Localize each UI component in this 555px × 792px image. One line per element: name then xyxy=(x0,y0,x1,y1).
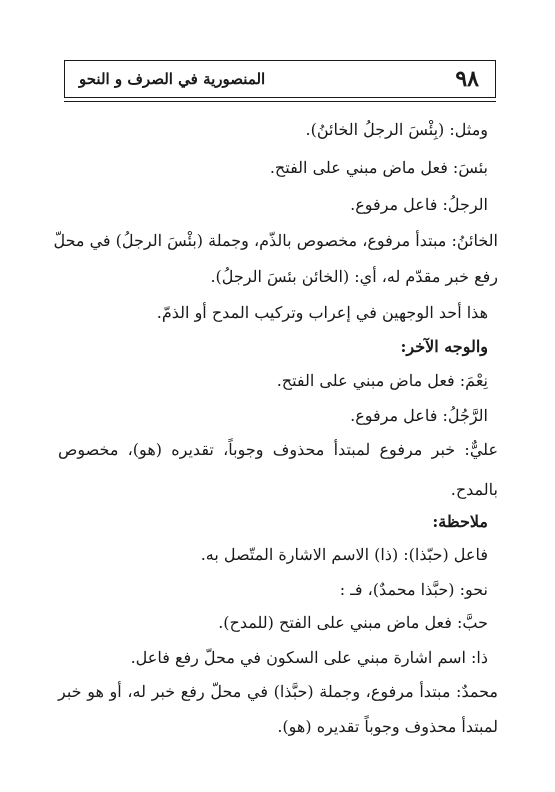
text-line: هذا أحد الوجهين في إعراب وتركيب المدح أو الذمّ. xyxy=(156,303,488,322)
text-line: محمدٌ: مبتدأ مرفوع، وجملة (حبَّذا) في محلّ رفع خبر له، أو هو خبر xyxy=(58,682,498,701)
text-line: بالمدح. xyxy=(450,480,498,499)
text-line: الرَّجُلُ: فاعل مرفوع. xyxy=(350,406,488,425)
text-line: نِعْمَ: فعل ماض مبني على الفتح. xyxy=(276,371,488,390)
page-number: ٩٨ xyxy=(455,66,479,92)
text-line: ومثل: (بِئْسَ الرجلُ الخائنُ). xyxy=(305,120,488,139)
text-line: بئسَ: فعل ماض مبني على الفتح. xyxy=(269,158,488,177)
text-line: رفع خبر مقدّم له، أي: (الخائن بئسَ الرجلُ). xyxy=(210,267,498,286)
section-heading: والوجه الآخر: xyxy=(400,337,488,356)
running-title: المنصورية في الصرف و النحو xyxy=(79,70,266,88)
header-rule xyxy=(64,101,496,102)
text-line: ذا: اسم اشارة مبني على السكون في محلّ رفع فاعل. xyxy=(130,648,488,667)
text-line: لمبتدأ محذوف وجوباً تقديره (هو). xyxy=(277,717,498,736)
text-line: نحو: (حبَّذا محمدٌ)، فـ : xyxy=(339,580,488,599)
text-line: فاعل (حبّذا): (ذا) الاسم الاشارة المتّصل به. xyxy=(200,545,488,564)
text-line: عليٌّ: خبر مرفوع لمبتدأ محذوف وجوباً، تقديره (هو)، مخصوص xyxy=(58,440,498,459)
note-heading: ملاحظة: xyxy=(432,512,488,531)
text-line: الرجلُ: فاعل مرفوع. xyxy=(350,195,488,214)
text-line: حبَّ: فعل ماض مبني على الفتح (للمدح). xyxy=(218,613,488,632)
page-header xyxy=(64,60,496,98)
text-line: الخائنُ: مبتدأ مرفوع، مخصوص بالذّم، وجملة (بئْسَ الرجلُ) في محلّ xyxy=(53,231,498,250)
